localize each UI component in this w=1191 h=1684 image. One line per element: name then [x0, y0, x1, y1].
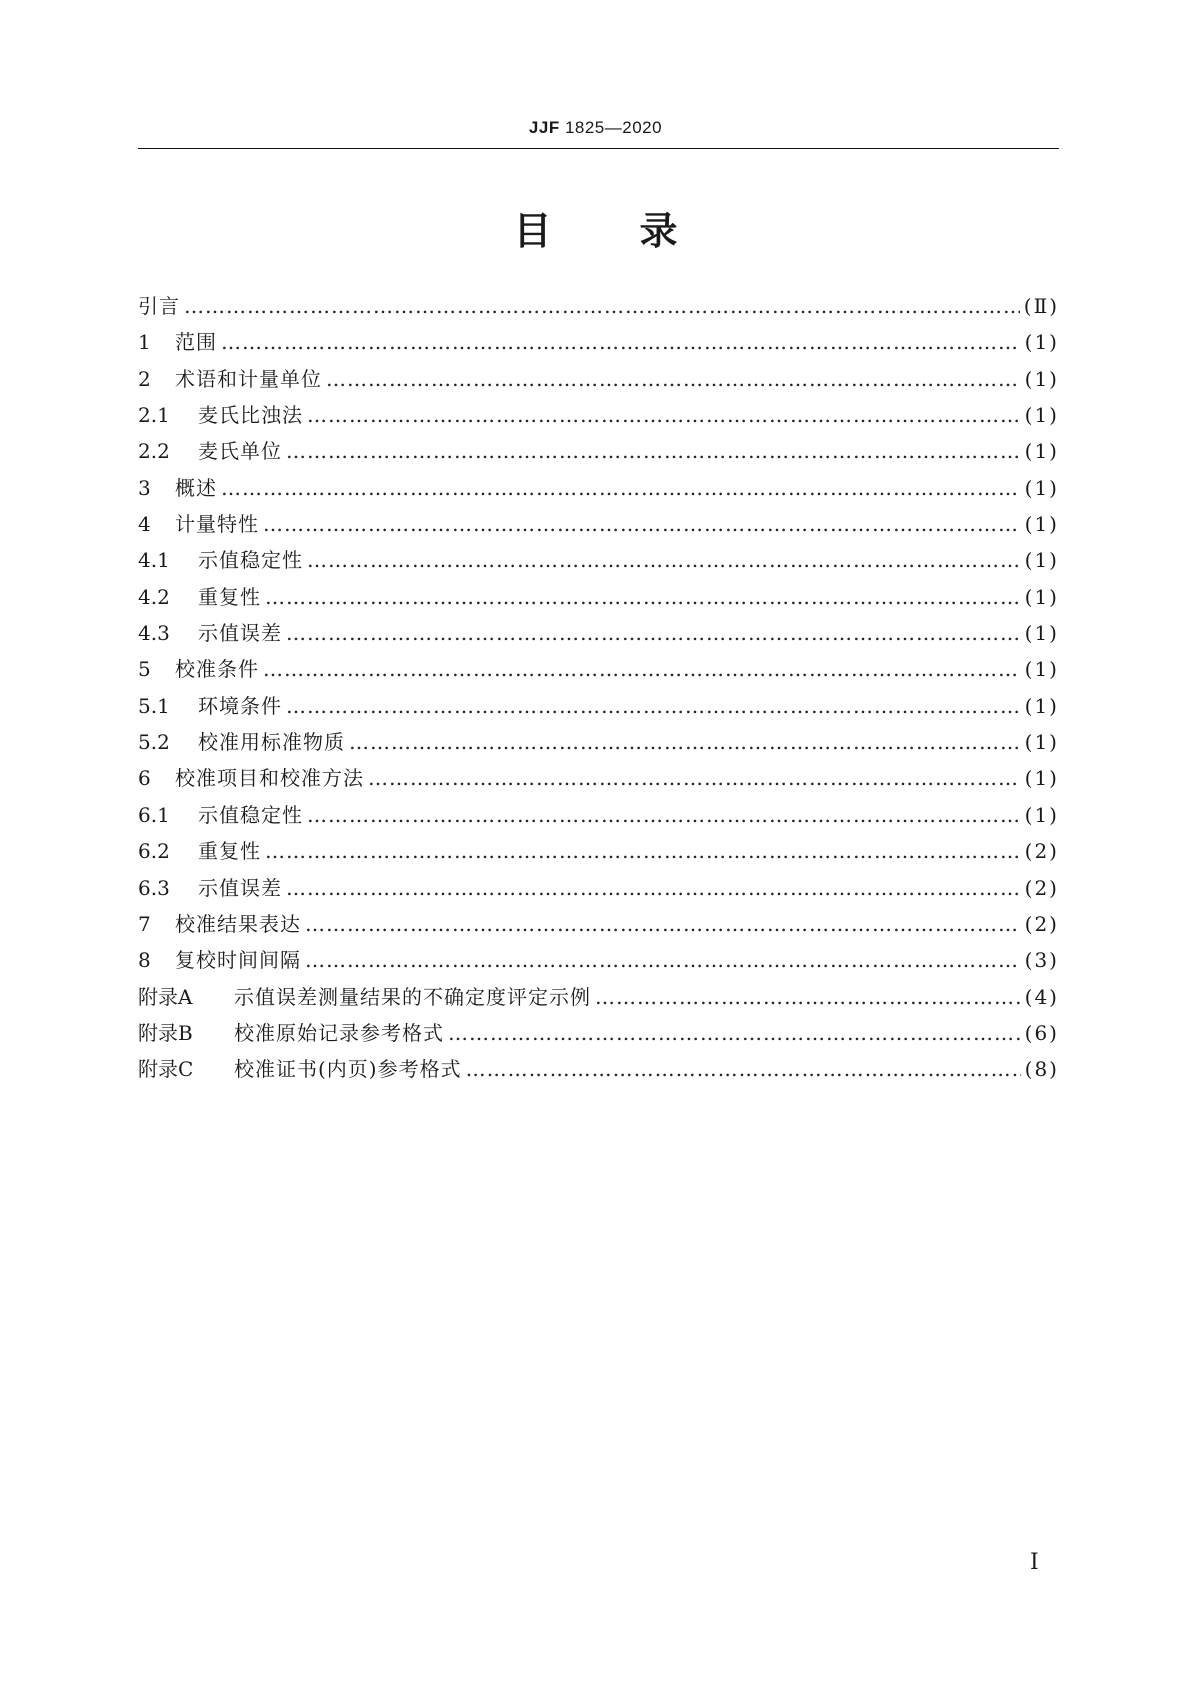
- toc-entry[interactable]: [138, 653, 1059, 689]
- toc-entry[interactable]: [138, 617, 1059, 653]
- toc-entry-page: (2): [1024, 839, 1059, 864]
- toc-entry-page: (1): [1024, 330, 1059, 355]
- toc-entry[interactable]: [138, 799, 1059, 835]
- title-char-2: 录: [639, 209, 678, 253]
- toc-entry-label: 麦氏单位: [198, 439, 282, 464]
- toc-entry-number: 7: [138, 911, 151, 936]
- toc-leader-dots: [595, 985, 1021, 1009]
- toc-entry[interactable]: [138, 1017, 1059, 1053]
- toc-leader-dots: [263, 512, 1021, 536]
- toc-entry-label: 校准证书(内页)参考格式: [234, 1057, 462, 1082]
- page-title: [0, 200, 1191, 255]
- toc-entry-label: 术语和计量单位: [175, 366, 322, 391]
- toc-entry-page: (4): [1024, 984, 1059, 1009]
- toc-entry-number: 4.2: [138, 584, 170, 609]
- toc-entry-label: 校准结果表达: [175, 911, 301, 936]
- toc-entry-number: 附录B: [138, 1020, 193, 1045]
- toc-entry[interactable]: [138, 835, 1059, 871]
- toc-entry-number: 5.1: [138, 693, 170, 718]
- toc-entry-page: (6): [1024, 1020, 1059, 1045]
- toc-leader-dots: [286, 694, 1021, 718]
- toc-entry-label: 示值误差: [198, 875, 282, 900]
- toc-entry-page: (1): [1024, 439, 1059, 464]
- toc-entry-page: (1): [1024, 403, 1059, 428]
- toc-entry[interactable]: [138, 326, 1059, 362]
- toc-entry-number: 3: [138, 475, 151, 500]
- toc-entry-page: (1): [1024, 475, 1059, 500]
- toc-entry-label: 校准用标准物质: [198, 730, 345, 755]
- toc-entry-label: 麦氏比浊法: [198, 403, 303, 428]
- page-number: I: [1030, 1550, 1039, 1575]
- toc-entry-page: (1): [1024, 621, 1059, 646]
- standard-number: 1825—2020: [564, 118, 663, 137]
- toc-entry-number: 4: [138, 512, 151, 537]
- toc-leader-dots: [305, 948, 1021, 972]
- toc-entry[interactable]: [138, 363, 1059, 399]
- toc-entry-number: 附录C: [138, 1057, 194, 1082]
- toc-entry-number: 5: [138, 657, 151, 682]
- toc-leader-dots: [221, 476, 1021, 500]
- toc-entry[interactable]: [138, 1053, 1059, 1089]
- toc-entry[interactable]: [138, 981, 1059, 1017]
- toc-entry-page: (2): [1024, 875, 1059, 900]
- toc-leader-dots: [263, 657, 1021, 681]
- toc-entry-number: 1: [138, 330, 151, 355]
- toc-entry-number: 2: [138, 366, 151, 391]
- toc-entry-label: 范围: [175, 330, 217, 355]
- toc-entry[interactable]: [138, 944, 1059, 980]
- toc-entry[interactable]: [138, 399, 1059, 435]
- toc-entry[interactable]: [138, 581, 1059, 617]
- standard-code: JJF: [528, 118, 560, 137]
- toc-entry-label: 计量特性: [175, 512, 259, 537]
- toc-entry[interactable]: [138, 508, 1059, 544]
- header-rule: [138, 148, 1059, 149]
- toc-entry-label: 示值稳定性: [198, 802, 303, 827]
- toc-leader-dots: [265, 839, 1021, 863]
- toc-entry-number: 附录A: [138, 984, 193, 1009]
- toc-entry[interactable]: [138, 872, 1059, 908]
- toc-entry-label: 示值误差: [198, 621, 282, 646]
- toc-leader-dots: [326, 367, 1021, 391]
- toc-entry-number: 6: [138, 766, 151, 791]
- toc-entry-label: 示值误差测量结果的不确定度评定示例: [234, 984, 591, 1009]
- toc-entry-page: (8): [1024, 1057, 1059, 1082]
- table-of-contents: [138, 290, 1059, 1090]
- toc-entry[interactable]: [138, 908, 1059, 944]
- toc-leader-dots: [349, 730, 1021, 754]
- toc-leader-dots: [307, 403, 1021, 427]
- toc-entry-label: 校准原始记录参考格式: [234, 1020, 444, 1045]
- toc-entry-label: 重复性: [198, 839, 261, 864]
- toc-entry-number: 2.1: [138, 403, 170, 428]
- toc-entry[interactable]: [138, 726, 1059, 762]
- toc-entry-label: 重复性: [198, 584, 261, 609]
- toc-entry-number: 2.2: [138, 439, 170, 464]
- title-char-1: 目: [513, 209, 552, 253]
- toc-entry-number: 6.2: [138, 839, 170, 864]
- toc-entry-page: (1): [1024, 802, 1059, 827]
- toc-entry-page: (3): [1024, 948, 1059, 973]
- toc-leader-dots: [265, 585, 1021, 609]
- toc-leader-dots: [286, 621, 1021, 645]
- toc-entry-page: (1): [1024, 766, 1059, 791]
- toc-entry-number: 4.1: [138, 548, 170, 573]
- toc-entry[interactable]: [138, 762, 1059, 798]
- toc-entry-page: (1): [1024, 657, 1059, 682]
- toc-entry-page: (1): [1024, 366, 1059, 391]
- toc-entry-label: 复校时间间隔: [175, 948, 301, 973]
- toc-leader-dots: [184, 294, 1020, 318]
- toc-leader-dots: [307, 548, 1021, 572]
- toc-entry-page: (1): [1024, 584, 1059, 609]
- toc-entry-page: (1): [1024, 512, 1059, 537]
- toc-leader-dots: [448, 1021, 1021, 1045]
- toc-entry-label: 校准项目和校准方法: [175, 766, 364, 791]
- toc-entry-label: 示值稳定性: [198, 548, 303, 573]
- toc-entry-number: 6.3: [138, 875, 170, 900]
- toc-leader-dots: [221, 330, 1021, 354]
- toc-entry-label: 校准条件: [175, 657, 259, 682]
- toc-leader-dots: [466, 1057, 1021, 1081]
- toc-entry-page: (Ⅱ): [1023, 294, 1059, 318]
- document-header: [0, 118, 1191, 138]
- toc-entry[interactable]: [138, 472, 1059, 508]
- toc-entry-number: 4.3: [138, 621, 170, 646]
- toc-entry[interactable]: [138, 690, 1059, 726]
- toc-leader-dots: [286, 439, 1021, 463]
- toc-leader-dots: [307, 803, 1021, 827]
- toc-leader-dots: [286, 876, 1021, 900]
- toc-entry-page: (1): [1024, 693, 1059, 718]
- toc-entry-page: (2): [1024, 911, 1059, 936]
- toc-entry-number: 6.1: [138, 802, 170, 827]
- toc-entry-label: 概述: [175, 475, 217, 500]
- toc-entry[interactable]: [138, 544, 1059, 580]
- toc-entry-label: 引言: [138, 294, 180, 318]
- toc-leader-dots: [305, 912, 1021, 936]
- toc-entry-number: 8: [138, 948, 151, 973]
- toc-entry-number: 5.2: [138, 730, 170, 755]
- toc-entry-page: (1): [1024, 548, 1059, 573]
- toc-entry[interactable]: [138, 435, 1059, 471]
- toc-entry[interactable]: [138, 290, 1059, 326]
- toc-entry-page: (1): [1024, 730, 1059, 755]
- toc-leader-dots: [368, 766, 1021, 790]
- toc-entry-label: 环境条件: [198, 693, 282, 718]
